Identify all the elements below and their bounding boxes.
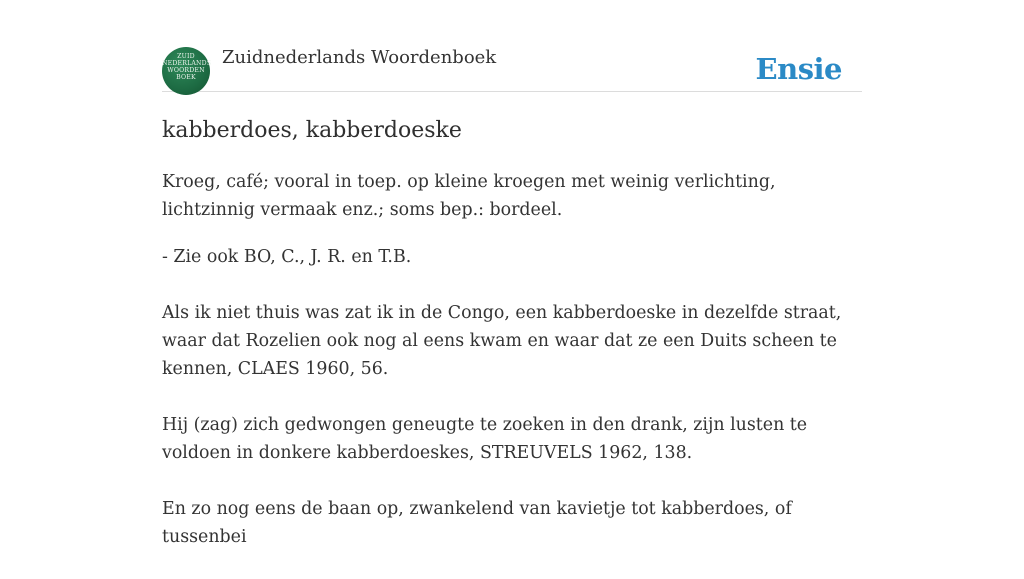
logo-line: ZUID — [177, 53, 195, 60]
site-logo[interactable] — [162, 47, 210, 95]
see-also-text: - Zie ook BO, C., J. R. en T.B. — [162, 247, 412, 267]
quote-paragraph: Hij (zag) zich gedwongen geneugte te zoeken in den drank, zijn lusten te voldoen in donkere kabberdoeskes, STREUVELS 1962, 138. — [162, 415, 808, 463]
quote-paragraph: Als ik niet thuis was zat ik in de Congo, een kabberdoeske in dezelfde straat, waar dat Rozelien ook nog al eens kwam en waar dat ze een Duits scheen te kennen, CLAES 1960, 56. — [162, 303, 842, 379]
site-header — [162, 0, 862, 92]
ensie-brand-link[interactable]: Ensie — [755, 52, 842, 86]
page — [162, 0, 862, 547]
dictionary-name-link[interactable]: Zuidnederlands Woordenboek — [222, 47, 497, 68]
quote-paragraph: En zo nog eens de baan op, zwankelend van kavietje tot kabberdoes, of tussenbei — [162, 499, 792, 547]
logo-line: NEDERLANDS — [162, 60, 212, 67]
entry-title: kabberdoes, kabberdoeske — [162, 118, 462, 143]
logo-text — [162, 53, 210, 81]
entry-content — [162, 168, 862, 579]
entry-definition: Kroeg, café; vooral in toep. op kleine kroegen met weinig verlichting, lichtzinnig vermaak enz.; soms bep.: bordeel. — [162, 172, 776, 220]
logo-line: BOEK — [176, 74, 196, 81]
logo-line: WOORDEN — [167, 67, 205, 74]
